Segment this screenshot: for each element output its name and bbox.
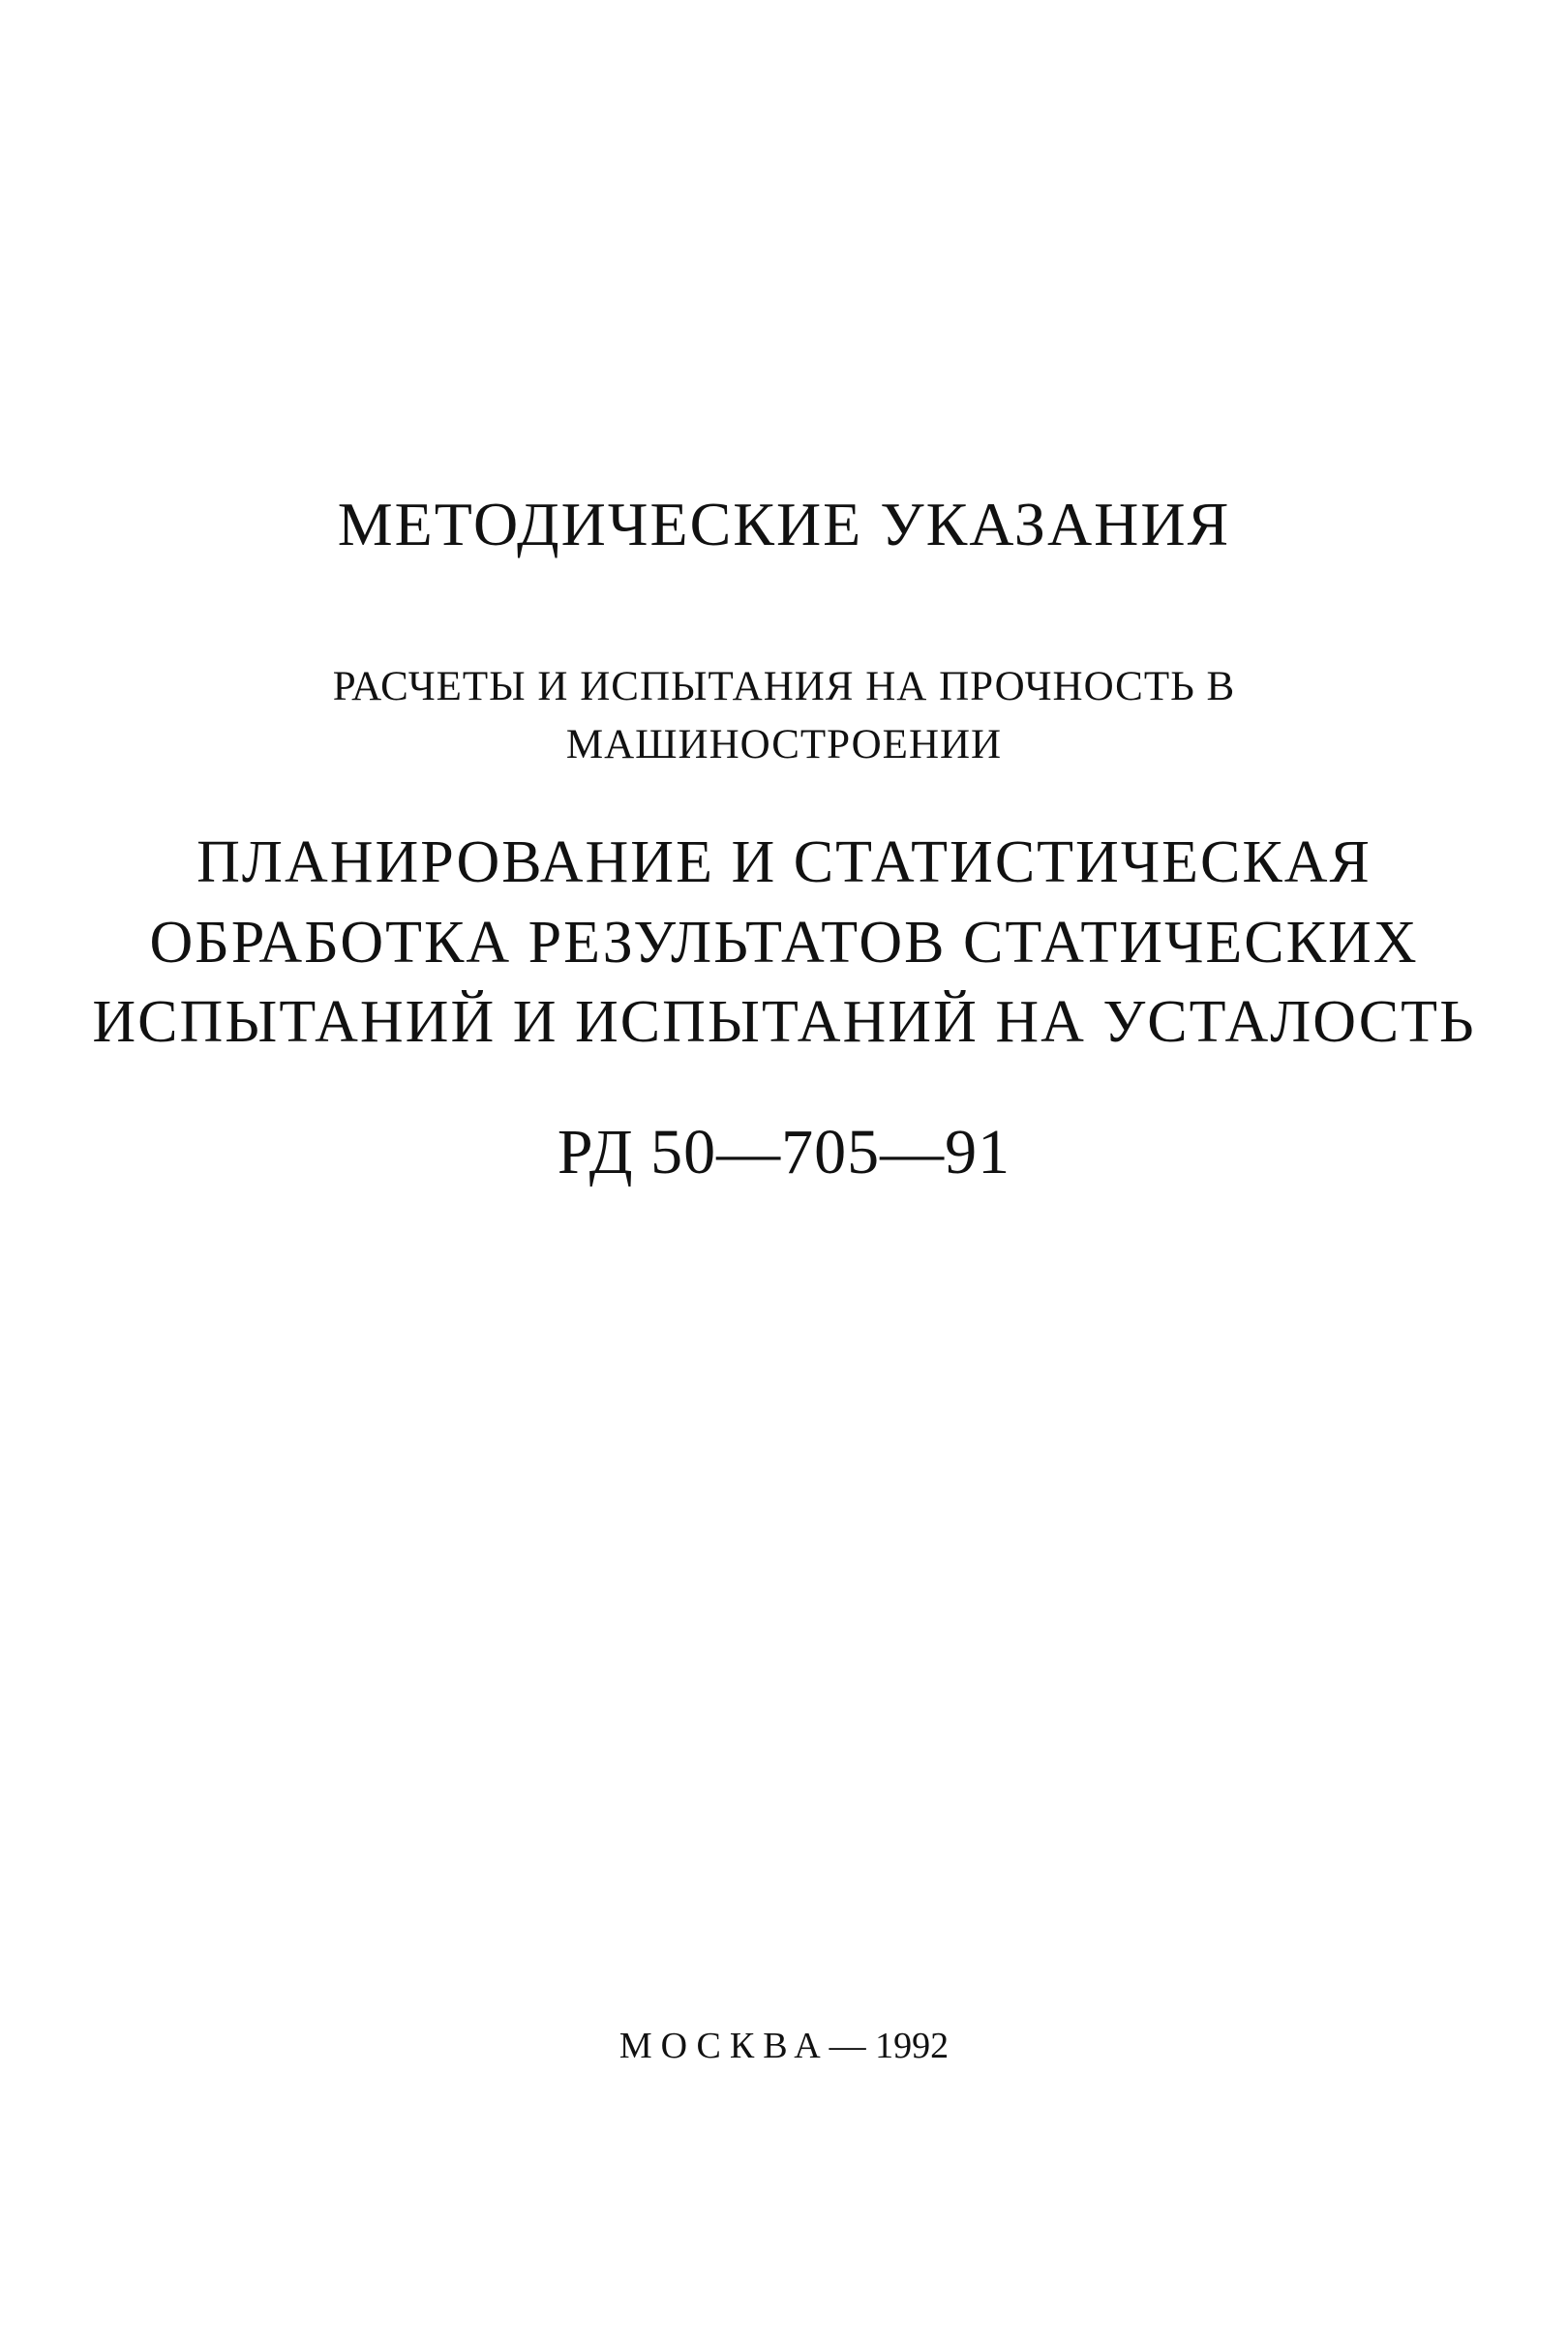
title-line-2: ОБРАБОТКА РЕЗУЛЬТАТОВ СТАТИЧЕСКИХ: [149, 910, 1419, 976]
imprint-year: 1992: [875, 2026, 950, 2066]
title-line-3: ИСПЫТАНИЙ И ИСПЫТАНИЙ НА УСТАЛОСТЬ: [92, 989, 1476, 1055]
document-designation: РД 50—705—91: [557, 1117, 1011, 1188]
imprint-city: МОСКВА: [618, 2026, 829, 2066]
title-line-1: ПЛАНИРОВАНИЕ И СТАТИСТИЧЕСКАЯ: [196, 829, 1372, 895]
imprint-separator: —: [829, 2026, 866, 2066]
imprint: [0, 2028, 1568, 2064]
document-type-heading: МЕТОДИЧЕСКИЕ УКАЗАНИЯ: [337, 490, 1231, 558]
series-line-2: МАШИНОСТРОЕНИИ: [565, 722, 1003, 767]
series-line-1: РАСЧЕТЫ И ИСПЫТАНИЯ НА ПРОЧНОСТЬ В: [332, 664, 1236, 709]
